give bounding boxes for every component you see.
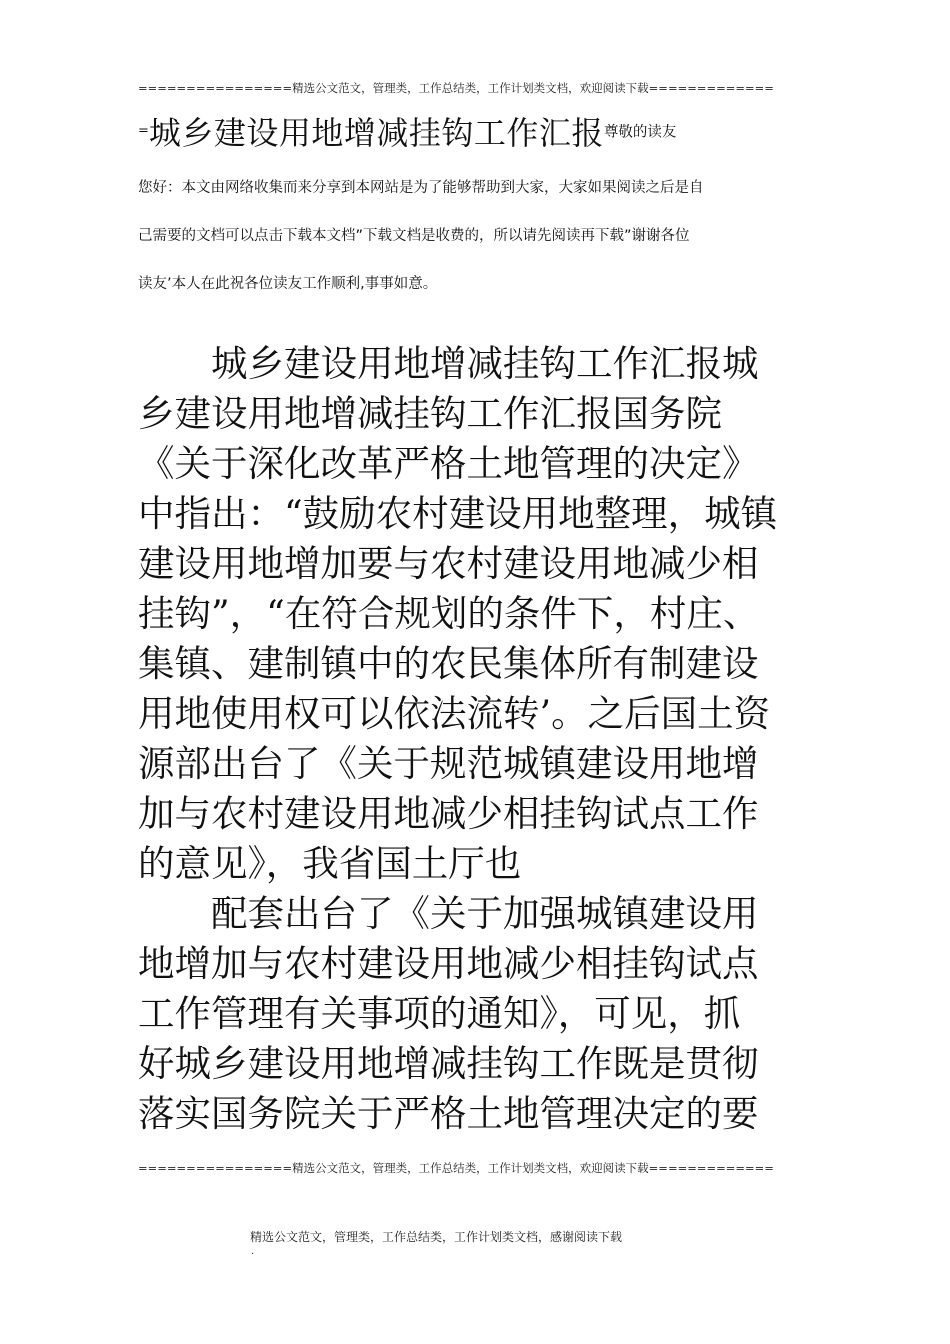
body-line: 源部出台了《关于规范城镇建设用地增 — [138, 742, 759, 785]
body-line: 配套出台了《关于加强城镇建设用 — [138, 892, 759, 935]
notice-line: 己需要的文档可以点击下载本文档”下载文档是收费的，所以请先阅读再下载”谢谢各位 — [138, 228, 690, 244]
body-line: 《关于深化改革严格土地管理的决定》 — [138, 442, 759, 485]
page-footer: 精选公文范文，管理类，工作总结类，工作计划类文档，感谢阅读下载 — [250, 1230, 623, 1244]
footer-banner: ================精选公文范文，管理类，工作总结类，工作计划类文档，欢迎阅读下载============= — [138, 1161, 774, 1175]
notice-line: 您好：本文由网络收集而来分享到本网站是为了能够帮助到大家，大家如果阅读之后是自 — [138, 180, 704, 196]
body-line: 挂钩”，“在符合规划的条件下，村庄、 — [138, 592, 760, 635]
body-line: 好城乡建设用地增减挂钩工作既是贯彻 — [138, 1042, 759, 1085]
title-prefix: = — [138, 123, 149, 139]
footer-dot: . — [251, 1246, 255, 1257]
body-line: 工作管理有关事项的通知》，可见，抓 — [138, 992, 741, 1035]
body-line: 建设用地增加要与农村建设用地减少相 — [138, 542, 759, 585]
body-line: 的意见》，我省国土厅也 — [138, 842, 522, 885]
body-line: 落实国务院关于严格土地管理决定的要 — [138, 1092, 759, 1135]
body-line: 中指出：“鼓励农村建设用地整理，城镇 — [138, 492, 778, 535]
body-line: 用地使用权可以依法流转’。之后国土资 — [138, 692, 771, 735]
document-title: 城乡建设用地增减挂钩工作汇报 — [148, 114, 604, 152]
body-line: 地增加与农村建设用地减少相挂钩试点 — [138, 942, 759, 985]
body-line: 加与农村建设用地减少相挂钩试点工作 — [138, 792, 759, 835]
header-banner: ================精选公文范文，管理类，工作总结类，工作计划类文档，欢迎阅读下载============= — [138, 81, 774, 95]
body-line: 集镇、建制镇中的农民集体所有制建设 — [138, 642, 759, 685]
notice-line: 读友’本人在此祝各位读友工作顺利,事事如意。 — [138, 276, 438, 292]
document-title-line — [138, 108, 828, 154]
body-line: 乡建设用地增减挂钩工作汇报国务院 — [138, 392, 722, 435]
greeting-start: 尊敬的读友 — [603, 124, 677, 141]
body-line: 城乡建设用地增减挂钩工作汇报城 — [138, 342, 759, 385]
